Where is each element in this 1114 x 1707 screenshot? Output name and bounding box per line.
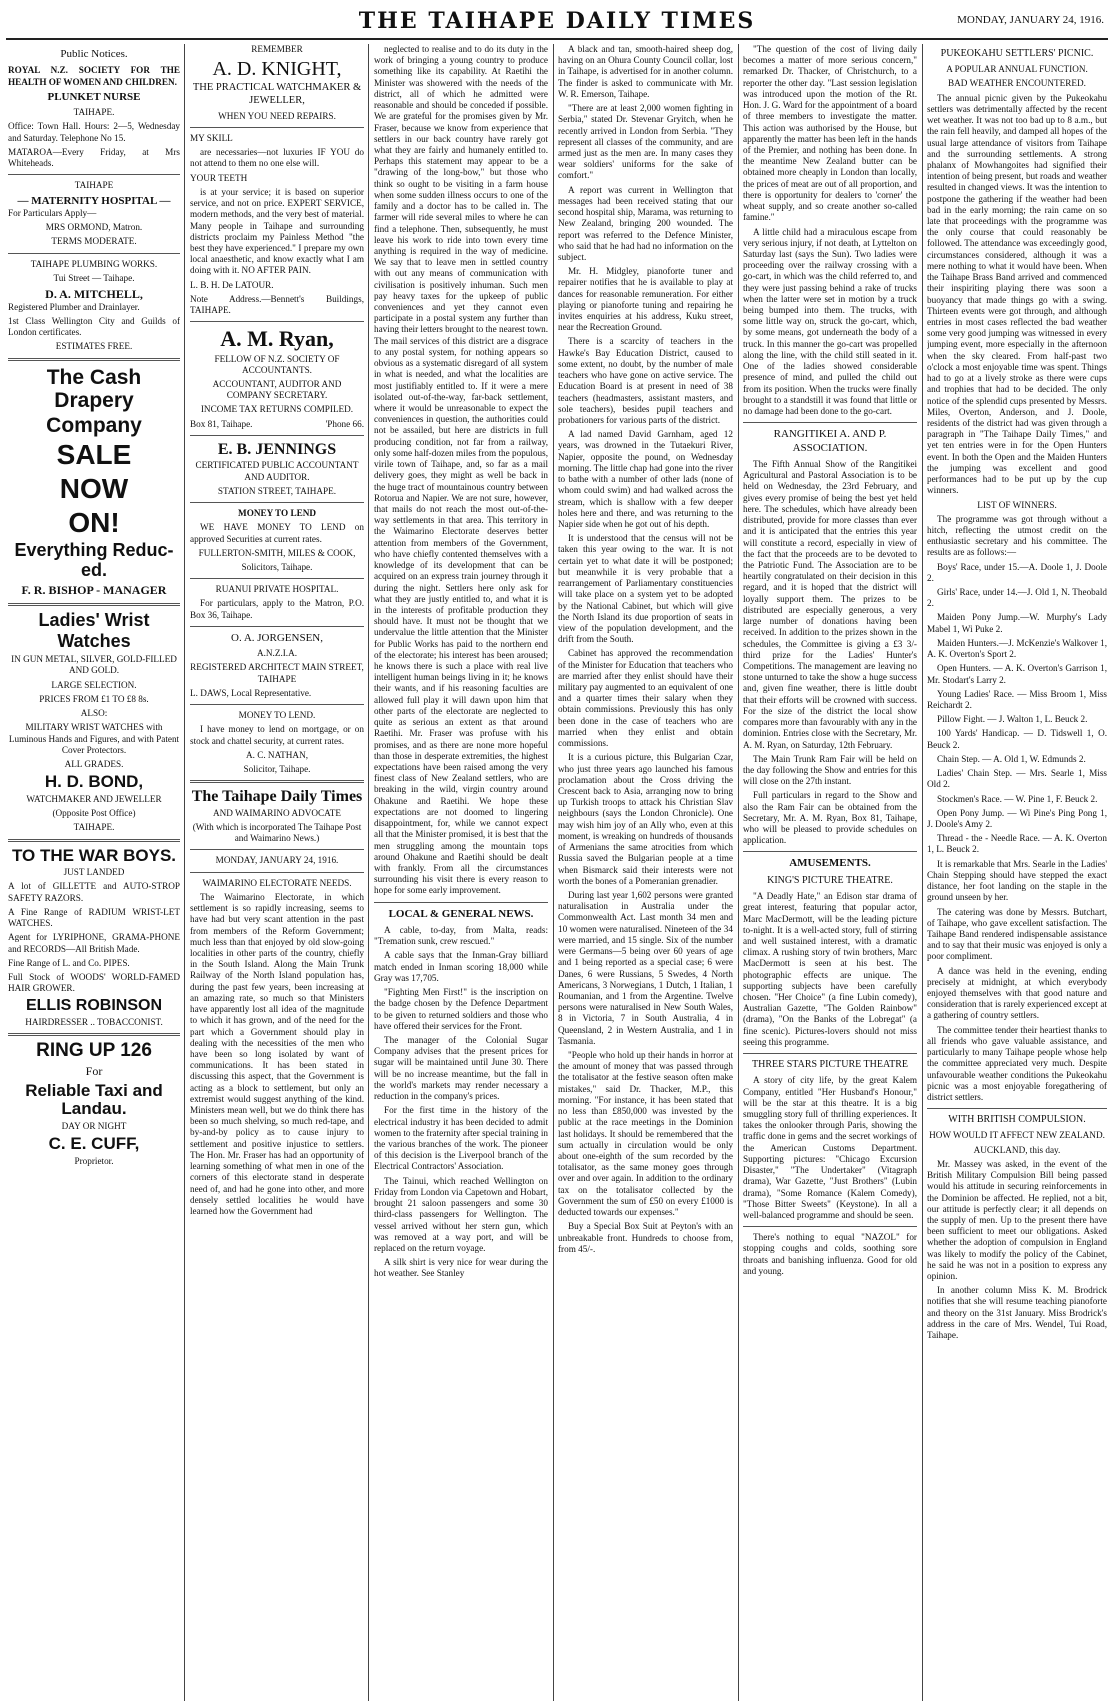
column-rule [553,44,554,1701]
winners-heading: LIST OF WINNERS. [977,499,1057,510]
picnic-note: The catering was done by Messrs. Butchart, of Taihape, who gave excellent satisfaction. The Taihape Band rendered indispensable assistance and to say that their music was enjoyed is only a poor compliment. [927,906,1107,962]
divider [190,127,364,128]
picnic-heading: PUKEOKAHU SETTLERS' PICNIC. [940,48,1094,59]
local-item: A silk shirt is very nice for wear during the hot weather. See Stanley [374,1257,548,1279]
money2-text: I have money to lend on mortgage, or on stock and chattel security, at current rates. [190,724,364,746]
kings-text: "A Deadly Hate," an Edison star drama of great interest, featuring that popular actor, Marc MacDermott, will be the leading picture to-night. It is a well-acted story, full of stirring and well sustained interest, with a dramatic climax. A rushing story of twin brothers, Marc MacDermott is seen at his best. The photographic effects are unique. The supporting subjects have been carefully chosen. "Her Choice" (a fine Lubin comedy), Australian Gazette, "The Golden Rainbow" (drama), "On the Banks of the Lobregat" (a fine scenic). Pictures-lovers should not miss seeing this programme. [743,891,917,1047]
bond-trade: WATCHMAKER AND JEWELLER [26,793,162,804]
column-rule [922,44,923,1701]
cash-drapery-line2: Company [46,413,142,437]
winner-item: Thread - the - Needle Race. — A. K. Overton 1, L. Beuck 2. [927,833,1107,855]
gunmetal: IN GUN METAL, SILVER, GOLD-FILLED AND GOLD. [11,654,177,676]
war-item-a: A lot of GILLETTE and AUTO-STROP SAFETY RAZORS. [8,881,180,903]
divider [8,839,180,842]
plumbing-class: 1st Class Wellington City and Guilds of London certificates. [8,315,180,338]
winner-item: Maiden Pony Jump.—W. Murphy's Lady Mabel 1, Wi Puke 2. [927,612,1107,634]
column-1-ads [8,44,180,1701]
divider [190,849,364,850]
editorial-text: The Waimarino Electorate, in which settlement is so rapidly increasing, seems to have had but very scant attention in the past from members of the Reform Government; much less than that enjoyed by old slow-going localities in other parts of the country, chiefly in the South Island. Along the Main Trunk Railway of the North Island population has, during the past few years, been increasing at an amazing rate, so much so that Ministers have apparently lost all idea of the magnitude to which it has grown, and of the need for the part which a Government should play in dealing with the necessities of the men who have been so long isolated by want of communications. It has been stated in discussing this aspect, that the Government is acting as a block to settlement, but only an extremist would suggest anything of the kind. Ministers mean well, but we do think there has been so much shelving, so much red-tape, and by-and-by policy as to cause injury to settlement and positive injustice to settlers. The Hon. Mr. Fraser has had an opportunity of learning something of what men in one of the corners of this electorate stand in desperate need of, and had he gone into other, and more densely settled localities he would have learned how the Government had [190,891,364,1216]
divider [8,603,180,606]
bond-address: (Opposite Post Office) [52,808,136,819]
jennings-cert: CERTIFICATED PUBLIC ACCOUNTANT AND AUDITOR. [195,460,359,482]
bishop-manager: F. R. BISHOP - MANAGER [21,583,167,597]
compulsion-text: Mr. Massey was asked, in the event of the British Military Compulsion Bill being passed would his attitude in securing reinforcements in the Dominion be affected. He replied, not a bit, our attitude is perfectly clear; it all depends on the supply of men. Up to the present there have been sufficient to meet our obligations. Asked whether the adoption of compulsion in England was likely to modify the policy of the Cabinet, he said he was not in a position to express any opinion. [927,1158,1107,1282]
winner-item: Maiden Hunters.—J. McKenzie's Walkover 1, A. K. Overton's Sport 2. [927,637,1107,660]
sale-line1: SALE [56,438,132,470]
plunket-title: PLUNKET NURSE [47,90,141,103]
divider [190,626,364,627]
ladies-watches-line1: Ladies' Wrist [38,609,150,630]
skill-text: are necessaries—not luxuries IF YOU do not attend to them no one else will. [190,147,364,169]
masthead-rule [6,38,1108,40]
all-grades: ALL GRADES. [64,758,124,769]
divider [743,422,917,423]
picnic-note: It is remarkable that Mrs. Searle in the Ladies' Chain Stepping should have stepped the exact distance, her foot landing on the staple in the ground unseen by her. [927,858,1107,903]
winner-item: 100 Yards' Handicap. — D. Tidswell 1, O. Beuck 2. [927,728,1107,750]
nazol-ad: There's nothing to equal "NAZOL" for stopping coughs and colds, soothing sore throats and banishing influenza. Good for old and young. [743,1232,917,1276]
news-item: "People who hold up their hands in horror at the amount of money that was passed through the totalisator at the festive season often make mistakes," said Dr. Thacker, M.P., this morning. "For instance, it has been stated that no less than £850,000 was invested by the public at the race meetings in the Dominion last holidays. It should be remembered that the sum actually in circulation would be only about one-eighth of the sum recorded by the totalisator, as the same money goes through over and over again. In addition to the ordinary tax on the totalisator collected by the Government the sum of £50 on every £1000 is deducted towards our expenses." [558,1050,733,1218]
divider [743,1226,917,1227]
masthead-date: MONDAY, JANUARY 24, 1916. [957,14,1104,26]
ellis-robinson: ELLIS ROBINSON [25,997,162,1015]
jorgensen-nzia: A.N.Z.I.A. [256,648,298,659]
jorgensen-name: O. A. JORGENSEN, [231,631,323,644]
winner-item: Ladies' Chain Step. — Mrs. Searle 1, Miss Old 2. [927,768,1107,790]
local-item: A cable says that the Inman-Gray billiard match ended in Inman scoring 18,000 while Gray was 17,705. [374,950,548,983]
divider [190,502,364,503]
my-skill: MY SKILL [190,133,233,144]
plumbing-title: TAIHAPE PLUMBING WORKS. [30,258,158,269]
sale-line2: NOW [59,473,129,505]
news-item: A little child had a miraculous escape from very serious injury, if not death, at Lyttelton on Saturday last (says the Sun). Two ladies were proceeding over the railway crossing with a go-cart, in which was the child referred to, and they were just passing behind a rake of trucks when the latter were set in motion by a truck being bumped into them. The trucks, with some little way on, struck the go-cart, which, by some means, got underneath the body of a truck. In this manner the go-cart was propelled along the line, with the child still seated in it. One of the ladies showed considerable presence of mind, and pulled the child out from its position. When the trucks were finally brought to a standstill it was found that little or no damage had been done to the go-cart. [743,226,917,416]
news-item: "The question of the cost of living daily becomes a matter of more serious concern," remarked Dr. Thacker, of Christchurch, to a reporter the other day. "Last session legislation was introduced upon the motion of the Rt. Hon. J. G. Ward for the appointment of a board of three members to investigate the matter. This action was authorised by the House, but apparently the matter has been left in the hands of the Premier, and nothing has been done. In the meantime New Zealand butter can be obtained more cheaply in London than locally, the prices of meat are out of all proportion, and there is opportunity for dealers to 'corner' the wheat supply, and so create another so-called famine." [743,44,917,223]
hospital-title: — MATERNITY HOSPITAL — [17,194,171,207]
architect: REGISTERED ARCHITECT MAIN STREET, TAIHAPE [190,662,364,684]
knight-name: A. D. KNIGHT, [212,58,342,81]
column-rule [184,44,185,1701]
divider [190,780,364,783]
picnic-note: A dance was held in the evening, ending precisely at midnight, at which everybody enjoyed themselves with that good nature and consideration that is rarely experienced except at a gathering of country settlers. [927,965,1107,1021]
ryan-phone: 'Phone 66. [325,418,364,429]
divider [190,435,364,436]
news-item: There is a scarcity of teachers in the Hawke's Bay Education District, caused to some extent, no doubt, by the number of male teachers who have gone on active service. The Education Board is at present in need of 38 teachers (headmasters, assistant masters, and sole teachers), besides pupil teachers and probationers for various parts of the district. [558,336,733,425]
compulsion-sub: HOW WOULD IT AFFECT NEW ZEALAND. [929,1130,1105,1141]
everything-reduced: Everything Reduc-ed. [14,540,174,581]
column-2 [190,44,364,1701]
proprietor: Proprietor. [74,1156,114,1167]
paper-date: MONDAY, JANUARY 24, 1916. [215,855,339,866]
jennings-station: STATION STREET, TAIHAPE. [217,485,337,496]
winner-item: Stockmen's Race. — W. Pine 1, F. Beuck 2. [937,793,1098,804]
paper-title: The Taihape Daily Times [191,788,363,806]
knight-repairs: WHEN YOU NEED REPAIRS. [218,110,336,121]
amusements-heading: AMUSEMENTS. [789,857,871,870]
plunket-mataroa: MATAROA—Every Friday, at Mrs Whiteheads. [8,146,180,169]
news-item: A lad named David Garnham, aged 12 years, was drowned in the Tutaekuri River, Napier, opposite the pound, on Wednesday morning. The little chap had gone into the river to bathe with a number of other lads (none of whom could swim) and had walked across the stream, which is shallow with a few deeper holes here and there, and was returning to the Napier side when he got out of his depth. [558,429,733,529]
local-item: "Fighting Men First!" is the inscription on the badge chosen by the Defence Department to be given to returned soldiers and those who have offered their services for the Front. [374,987,548,1031]
picnic-sub: A POPULAR ANNUAL FUNCTION. [946,64,1088,75]
paper-incorporated: (With which is incorporated The Taihape Post and Waimarino News.) [192,822,362,844]
news-item: Buy a Special Box Suit at Peyton's with an unbreakable front. Hundreds to choose from, from 45/-. [558,1221,733,1254]
divider [8,1033,180,1036]
divider [8,358,180,361]
divider [743,1053,917,1054]
winners-intro: The programme was got through without a hitch, reflecting the utmost credit on the enthusiastic secretary and his committee. The results are as follows:— [927,513,1107,558]
ring-up: RING UP 126 [36,1040,152,1062]
remember: REMEMBER [251,44,303,54]
plumbing-estimates: ESTIMATES FREE. [55,341,133,352]
plunket-place: TAIHAPE. [73,107,115,118]
divider [190,872,364,873]
war-just-landed: JUST LANDED [63,867,125,878]
day-or-night: DAY OR NIGHT [61,1121,127,1132]
plunket-office: Office: Town Hall. Hours: 2—5, Wednesday and Saturday. Telephone No 15. [8,121,180,143]
ryan-accountant: ACCOUNTANT, AUDITOR AND COMPANY SECRETARY. [212,378,342,401]
column-6 [927,44,1107,1701]
winner-item: Chain Step. — A. Old 1, W. Edmunds 2. [937,753,1086,764]
news-item: It is a curious picture, this Bulgarian Czar, who just three years ago launched his famous proclamation about the Cross driving the Crescent back to Asia, arranging now to bring up Turkish troops to attack his Christian Slav neighbours (says the London Chronicle). One may wish him joy of an Ally who, even at this moment, is wreaking on hundreds of thousands of Armenians the same atrocities from which Russia saved the Bulgarian people at a time when Bismarck said their interests were not worth the bones of a Pomeranian grenadier. [558,752,733,886]
delatour: L. B. H. De LATOUR. [190,279,274,290]
sale-line3: ON! [68,507,120,539]
column-rule [738,44,739,1701]
plumbing-address: Tui Street — Taihape. [53,272,135,283]
your-teeth: YOUR TEETH [190,172,248,183]
ryan-name: A. M. Ryan, [220,326,334,352]
war-item-c: Agent for LYRIPHONE, GRAMA-PHONE and RECORDS—All British Made. [8,932,180,954]
compulsion-heading: WITH BRITISH COMPULSION. [948,1114,1086,1126]
ryan-contact [190,419,364,430]
fullerton: FULLERTON-SMITH, MILES & COOK, [198,547,356,558]
note-address: Note Address.—Bennett's Buildings, TAIHAPE. [190,293,364,316]
ruanui-hospital: RUANUI PRIVATE HOSPITAL. [215,584,339,595]
cash-drapery-line1: The Cash Drapery [46,365,142,412]
divider [743,851,917,852]
local-item: The Tainui, which reached Wellington on Friday from London via Capetown and Hobart, brought 21 saloon passengers and some 30 third-class passengers for Wellington. The vessel arrived without her stern gun, which was removed at a way port, and will be replaced on the return voyage. [374,1175,548,1253]
rangitikei-text: The Fifth Annual Show of the Rangitikei Agricultural and Pastoral Association is to be held on Wednesday, the 23rd February, and gives every promise of being the best yet held here. The schedules, which have already been distributed, provide for more classes than ever and it is anticipated that the entries this year will constitute a record, especially in view of the fact that the proceeds are to be devoted to the Patriotic Fund. The Association are to be heartily congratulated on their decision in this regard, and it is hoped that the district will loyally support them. The prizes to be distributed are especially generous, a very large number of donations having been received. In addition to the prizes shown in the schedules, the Committee is giving a £3 3/- third prize for the Ladies' Hunter's Competitions. The management are leaving no stone unturned to take the show a huge success and, given fine weather, there is little doubt that their efforts will be crowned with success. For the size of the district the local show compares more than favourably with any in the dominion. Entries close with the Secretary, Mr. A. M. Ryan, on Saturday, 12th February. [743,459,917,750]
jennings-name: E. B. JENNINGS [217,440,337,458]
local-news-heading: LOCAL & GENERAL NEWS. [388,907,534,920]
column-4 [558,44,733,1701]
news-item: Mr. H. Midgley, pianoforte tuner and repairer notifies that he is available to play at dances for reasonable remuneration. For either playing or pianoforte tuning and repairing he invites enquiries at his address, Kuku street, near the Recreation Ground. [558,266,733,333]
divider [374,902,548,903]
daws: L. DAWS, Local Representative. [190,687,312,698]
compulsion-place: AUCKLAND, this day. [973,1144,1061,1155]
winner-item: Open Pony Jump. — Wi Pine's Ping Pong 1, J. Doole's Amy 2. [927,807,1107,829]
divider [190,578,364,579]
war-item-d: Fine Range of L. and Co. PIPES. [8,957,130,968]
news-item: "There are at least 2,000 women fighting in Serbia," stated Dr. Stevenar Gryitch, when he recently arrived in London from Serbia. "They represent all classes of the community, and are armed just as the men are. In many cases they wear soldiers' uniforms for the sake of comfort." [558,103,733,181]
bond-place: TAIHAPE. [73,822,115,833]
divider [8,174,180,175]
divider [8,253,180,254]
brodrick-notice: In another column Miss K. M. Brodrick notifies that she will resume teaching pianoforte and theory on the 31st January. Miss Brodrick's address in the care of Mrs. Wendel, Tui Road, Taihape. [927,1285,1107,1341]
bond-name: H. D. BOND, [44,772,144,792]
war-item-b: A Fine Range of RADIUM WRIST-LET WATCHES. [8,906,180,929]
rangitikei-text: The Main Trunk Ram Fair will be held on the day following the Show and entries for this will close on the 27th instant. [743,753,917,787]
divider [190,704,364,705]
news-item: A report was current in Wellington that messages had been received stating that our second hospital ship, Marama, was returning to New Zealand, bringing 200 wounded. The report was referred to the Defence Minister, who said that he had had no information on the subject. [558,184,733,262]
hospital-place: TAIHAPE [74,180,114,191]
money-to-lend: MONEY TO LEND [238,508,316,519]
local-item: A cable, to-day, from Malta, reads: "Tremation sunk, crew rescued." [374,925,548,947]
war-boys-title: TO THE WAR BOYS. [11,845,177,865]
rangitikei-text: Full particulars in regard to the Show and also the Ram Fair can be obtained from the Secretary, Mr. A. M. Ryan, Box 81, Taihape, who will be pleased to provide schedules on application. [743,790,917,846]
reliable-taxi: Reliable Taxi and Landau. [25,1080,163,1119]
masthead-title: THE TAIHAPE DAILY TIMES [358,8,756,34]
divider [190,321,364,322]
local-item: For the first time in the history of the electrical industry it has been decided to admit women to the fraternity after special training in the various branches of the work. The pioneer of this decision is the Liverpool branch of the Electrical Contractors' Association. [374,1105,548,1172]
column-rule [368,44,369,1701]
ryan-income: INCOME TAX RETURNS COMPILED. [200,404,354,415]
hospital-apply: For Particulars Apply— [8,207,97,218]
ryan-box: Box 81, Taihape. [190,418,253,429]
ruanui-text: For particulars, apply to the Matron, P.O. Box 36, Taihape. [190,598,364,620]
ryan-fellow: FELLOW OF N.Z. SOCIETY OF ACCOUNTANTS. [214,353,340,375]
plumbing-name: D. A. MITCHELL, [45,287,143,302]
ellis-trade: HAIRDRESSER .. TOBACCONIST. [25,1017,163,1027]
column-5 [743,44,917,1701]
notices-heading: Public Notices. [60,48,128,60]
kings-heading: KING'S PICTURE THEATRE. [767,874,893,886]
prices: PRICES FROM £1 TO £8 8s. [39,693,149,704]
nathan-name: A. C. NATHAN, [245,749,308,760]
military-watches: MILITARY WRIST WATCHES with Luminous Hands and Figures, and with Patent Cover Protectors. [8,722,180,755]
winner-item: Boys' Race, under 15.—A. Doole 1, J. Doole 2. [927,561,1107,583]
winner-item: Pillow Fight. — J. Walton 1, L. Beuck 2. [937,714,1088,725]
nathan-title: Solicitor, Taihape. [243,763,311,774]
picnic-sub2: BAD WEATHER ENCOUNTERED. [948,78,1086,89]
winner-item: Girls' Race, under 14.—J. Old 1, N. Theobald 2. [927,587,1107,609]
plumbing-registered: Registered Plumber and Drainlayer. [8,301,140,312]
solicitors: Solicitors, Taihape. [241,561,313,572]
large-selection: LARGE SELECTION. [51,679,137,690]
hospital-matron: MRS ORMOND, Matron. [45,222,143,233]
editorial-continued: neglected to realise and to do its duty in the work of bringing a young country to produce something like its capability. At Raetihi the Minister was showered with the needs of the district, all of which he admitted were reasonable and should be conceded if possible. We are grateful for the promises given by Mr. Fraser, because we know from experience that settlers in our back country have rarely got what they are fairly and humanely entitled to. Perhaps this statement may appear to be a "drawing of the long-bow," but those who think so ought to be visiting in a farm house when some sudden illness occurs to one of the family and a doctor has to be called in. The farmer will ride several miles to where he can find a telephone. Then, subsequently, he must leave his work to ride into town every time anything is required in the way of medicine. We say that to leave men in settled country with out any means of communication with civilisation is positively inhuman. Such men pay heavy taxes for the upkeep of public conveniences and yet they cannot even participate in a postal system any further than having their letters brought to the nearest town. The mail services of this district are a disgrace to any postal system, for nothing appears so obvious as a systematic disregard of all system in what is needed, and what the localities are most justifiably entitled to. If it were a mere isolated out-of-the-way, far-back settlement, where it would be unreasonable to expect the conveniences in question, the authorities could not be assailed, but here are districts in full producing condition, not far from a railway, only some half-dozen miles from the populous, virile town of Taihape, and, so far as a mail delivery goes, they might as well be back in the huge tract of mountainous country between Rotorua and Napier. We are not sure, however, that mails do not reach the most out-of-the-way settlements in that area. This territory in the Waimarino Electorate deserves better attention from members of the Government, who have chiefly contented themselves with a knowledge of its development that can be acquired on an express train journey through it during the night. Settlers here only ask for what they are justly entitled to, and what it is in the interests of profitable production they should have. It must not be thought that we undervalue the little attention that the Minister for Public Works has paid to the northern end of the electorate; his interest has been aroused; he knows there is such a place with real live intelligent human beings living in it; he knows their wants, and if his reasoning faculties are allowed full play it will dawn upon him that other parts of the electorate are neglected to quite as serious an extent as that around Raetihi. Mr. Fraser was profuse with his promises, and as there are none more hopeful than those in desperate extremities, the highest expectations have been raised among the very finest class of New Zealand settlers, who are breaking in the wild, virgin country around Ohakune and Raetihi. We hope these expectations are not doomed to lingering disappointment, for, while we cannot expect all that the Minister promised, it is best that the men struggling among the mountain tops around Ohakune and Raetihi should be dealt with frankly. From all the circumstances surrounding his visit there is every reason to hope for some early improvement. [374,44,548,896]
news-item: It is understood that the census will not be taken this year owing to the war. It is not certain yet to what date it will be postponed; but meanwhile it is very probable that a rearrangement of Parliamentary constituencies will take place on a system yet to be adopted by the National Cabinet, but which will give the North Island its due proportion of seats in view of the population development, and the drift from the South. [558,533,733,645]
picnic-text: The annual picnic given by the Pukeokahu settlers was detrimentally affected by the recent wet weather. It was not too bad up to 8 a.m., but the rain fell heavily, and damped all hopes of the usual large attendance of visitors from Taihape and the surrounding settlements. A strong phalanx of Mowhangoites had signified their intention of being present, but roads and weather resulted in changed views. It was the intention to postpone the gathering if the weather had been bad in the early morning; the rain came on so late that proceedings with the programme was the only course that could reasonably be followed. The attendance was exceedingly good, circumstances considered, although it was a mere nothing to what it would have been. When the Taihape Brass Band arrived and commenced their inspiriting playing there was soon a buoyancy that made things go with a swing. Thirteen events were got through, and although entries in most cases reflected the bad weather some very good jumping was witnessed in every jumping event, more especially in the afternoon when the sky cleared. From half-past two o'clock a most enjoyable time was spent. Things had to go at a lively stroke as there were cups and trophies that had to be decided. The only notice of the splendid cups presented by Messrs. Miles, Overton, Anderson, and J. Doole, residents of the district had was given through a paragraph in "The Taihape Daily Times," and yet ten entries were in for the Open Hunters event. In both the Open and the Maiden Hunters the jumping was excellent and good performances had to be put up by the cup winners. [927,92,1107,496]
divider [927,1108,1107,1109]
money-text: WE HAVE MONEY TO LEND on approved Securities at current rates. [190,522,364,544]
royal-society: ROYAL N.Z. SOCIETY FOR THE HEALTH OF WOMEN AND CHILDREN. [8,65,180,87]
news-item: During last year 1,602 persons were granted naturalisation in Australia under the Commonwealth Act. Last month 34 men and 10 women were naturalised. Nineteen of the 34 were married, and 15 single. Six of the number were Germans—5 being over 60 years of age and 1 being reported as a special case; 6 were Danes, 6 were Russians, 5 Swedes, 4 North Americans, 3 Norwegians, 1 Dutch, 1 Italian, 1 Roumanian, and 1 from the Argentine. Twelve persons were naturalised in New South Wales, 8 in Victoria, 7 in South Australia, 4 in Queensland, 2 in Western Australia, and 1 in Tasmania. [558,889,733,1046]
also: ALSO: [80,708,108,719]
money-to-lend-2: MONEY TO LEND. [238,710,316,721]
war-item-e: Full Stock of WOODS' WORLD-FAMED HAIR GROWER. [8,971,180,994]
editorial-heading: WAIMARINO ELECTORATE NEEDS. [202,877,352,888]
winner-item: Young Ladies' Race. — Miss Broom 1, Miss Reichardt 2. [927,688,1107,710]
ladies-watches-line2: Watches [57,631,131,652]
picnic-note: The committee tender their heartiest thanks to all friends who gave valuable assistance, and particularly to many Taihape people whose help the committee appreciated very much. Despite unfavourable weather conditions the Pukeokahu picnic was a most enjoyable foregathering of district settlers. [927,1024,1107,1102]
news-item: A black and tan, smooth-haired sheep dog, having on an Ohura County Council collar, lost in Taihape, is advertised for in another column. The finder is asked to communicate with Mr. W. R. Emerson, Taihape. [558,44,733,99]
teeth-text: is at your service; it is based on superior service, and not on price. EXPERT SERVICE, modern methods, and the very best of material. Many people in Taihape and surrounding districts proclaim my Painless Method "the best they have experienced." I prepare my own local anaesthetic, and know exactly what I am doing with it. NO AFTER PAIN. [190,186,364,276]
hospital-terms: TERMS MODERATE. [51,236,137,247]
knight-practical: THE PRACTICAL WATCHMAKER & JEWELLER, [192,82,362,107]
news-item: Cabinet has approved the recommendation of the Minister for Education that teachers who are married after they enlist should have their military pay augmented to an equivalent of one and a quarter times their salary when they obtain commissions. Previously this has only been done in the case of teachers who are married when they enlist and obtain commissions. [558,648,733,749]
local-item: The manager of the Colonial Sugar Company advises that the present prices for sugar will be maintained until June 30. There will be no increase meantime, but the fall in the world's markets may render necessary a reduction in the company's prices. [374,1035,548,1102]
paper-subtitle: AND WAIMARINO ADVOCATE [213,807,341,818]
ring-for: For [85,1064,103,1079]
three-stars-heading: THREE STARS PICTURE THEATRE [752,1059,908,1071]
three-stars-text: A story of city life, by the great Kalem Company, entitled "Her Husband's Honour," will be the star at this theatre. It is a big smuggling story full of thrilling experiences. It takes the onlooker through Paris, showing the traffic done in gems and the secret workings of the American Customs Department. Supporting pictures: "Chicago Excursion Disaster," "The Undertaker" (Vitagraph drama), War Gazette, "Just Brothers" (Lubin drama), "Some Romance (Kalem Comedy), "Those Bitter Sweets" (Keystone). In all a well-balanced programme and should be seen. [743,1075,917,1220]
cuff-name: C. E. CUFF, [48,1134,140,1154]
rangitikei-heading: RANGITIKEI A. AND P. ASSOCIATION. [773,428,887,454]
masthead [0,0,1114,40]
column-3 [374,44,548,1701]
winner-item: Open Hunters. — A. K. Overton's Garrison 1, Mr. Stodart's Larry 2. [927,663,1107,685]
